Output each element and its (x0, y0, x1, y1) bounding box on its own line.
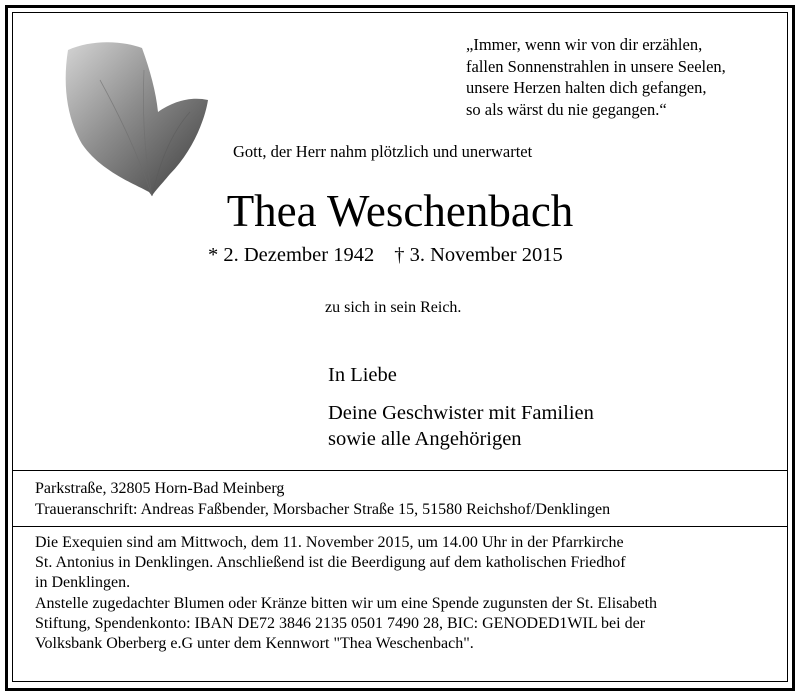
mourners-list (328, 400, 594, 452)
quote-line: so als wärst du nie gegangen.“ (466, 99, 667, 119)
mourners-line: sowie alle Angehörigen (328, 428, 522, 450)
salutation: In Liebe (328, 364, 397, 386)
mourning-address: Traueranschrift: Andreas Faßbender, Morsbacher Straße 15, 51580 Reichshof/Denklingen (35, 501, 611, 518)
quote-line: „Immer, wenn wir von dir erzählen, (466, 35, 703, 54)
poem-quote (466, 34, 726, 120)
funeral-details (35, 533, 657, 654)
death-date: † 3. November 2015 (394, 244, 563, 266)
divider-bottom (13, 526, 787, 527)
details-line: Volksbank Oberberg e.G unter dem Kennwort "Thea Weschenbach". (35, 635, 474, 653)
details-line: Die Exequien sind am Mittwoch, dem 11. November 2015, um 14.00 Uhr in der Pfarrkirche (35, 534, 624, 551)
intro-text: Gott, der Herr nahm plötzlich und unerwartet (233, 142, 533, 161)
closing-text: zu sich in sein Reich. (325, 299, 462, 316)
details-line: Stiftung, Spendenkonto: IBAN DE72 3846 2135 0501 7490 28, BIC: GENODED1WIL bei der (35, 614, 646, 632)
residence-address: Parkstraße, 32805 Horn-Bad Meinberg (35, 480, 285, 497)
details-line: St. Antonius in Denklingen. Anschließend ist die Beerdigung auf dem katholischen Friedhof (35, 554, 626, 572)
divider-top (13, 470, 787, 471)
ginkgo-leaf-icon (60, 40, 210, 200)
life-dates (208, 244, 563, 267)
deceased-name: Thea Weschenbach (226, 186, 574, 236)
details-line: in Denklingen. (35, 574, 131, 592)
quote-line: unsere Herzen halten dich gefangen, (466, 78, 707, 97)
quote-line: fallen Sonnenstrahlen in unsere Seelen, (466, 56, 726, 76)
address-block (35, 478, 610, 520)
details-line: Anstelle zugedachter Blumen oder Kränze bitten wir um eine Spende zugunsten der St. Elisabeth (35, 594, 658, 612)
mourners-line: Deine Geschwister mit Familien (328, 402, 594, 424)
birth-date: * 2. Dezember 1942 (208, 244, 375, 266)
